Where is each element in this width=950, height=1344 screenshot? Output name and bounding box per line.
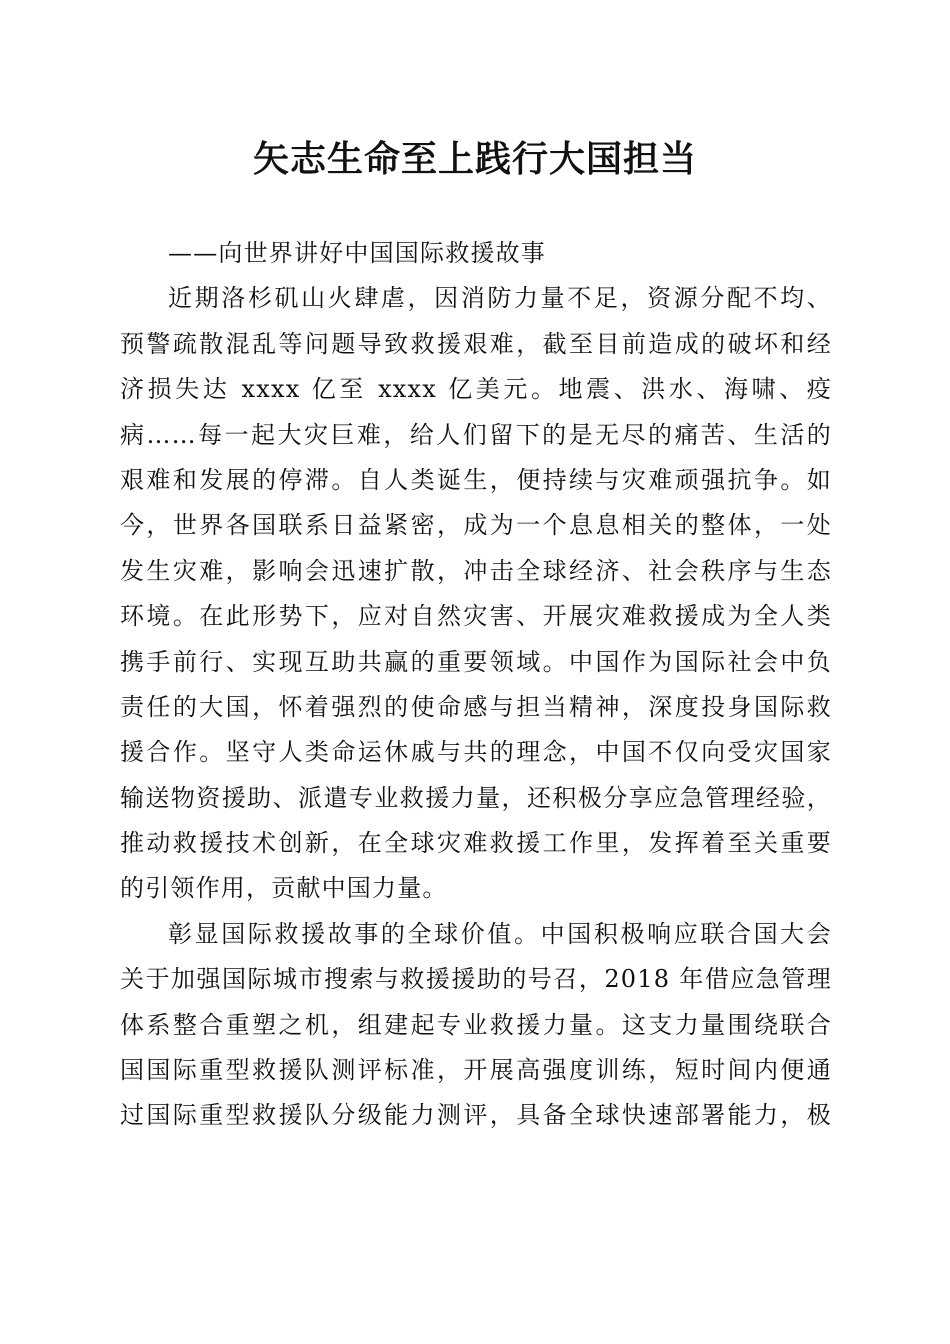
paragraph-line: 推动救援技术创新，在全球灾难救援工作里，发挥着至关重要 xyxy=(120,829,832,858)
paragraph-line: 过国际重型救援队分级能力测评，具备全球快速部署能力，极 xyxy=(120,1101,832,1130)
paragraph-line: 援合作。坚守人类命运休戚与共的理念，中国不仅向受灾国家 xyxy=(120,738,832,767)
paragraph-line: 输送物资援助、派遣专业救援力量，还积极分享应急管理经验， xyxy=(120,783,832,812)
paragraph-line: 近期洛杉矶山火肆虐，因消防力量不足，资源分配不均、 xyxy=(168,284,832,313)
document-title: 矢志生命至上践行大国担当 xyxy=(252,138,697,180)
paragraph-line: 关于加强国际城市搜索与救援援助的号召，2018 年借应急管理 xyxy=(120,965,832,994)
paragraph-line: 发生灾难，影响会迅速扩散，冲击全球经济、社会秩序与生态 xyxy=(120,556,832,585)
paragraph-line: 济损失达 xxxx 亿至 xxxx 亿美元。地震、洪水、海啸、疫 xyxy=(120,375,832,404)
document-body xyxy=(120,231,832,1139)
paragraph-line: 体系整合重塑之机，组建起专业救援力量。这支力量围绕联合 xyxy=(120,1010,832,1039)
paragraph-line: 环境。在此形势下，应对自然灾害、开展灾难救援成为全人类 xyxy=(120,602,832,631)
paragraph-line: 病……每一起大灾巨难，给人们留下的是无尽的痛苦、生活的 xyxy=(120,420,832,449)
paragraph-line: 今，世界各国联系日益紧密，成为一个息息相关的整体，一处 xyxy=(120,511,832,540)
paragraph-1 xyxy=(120,276,832,911)
paragraph-line: 责任的大国，怀着强烈的使命感与担当精神，深度投身国际救 xyxy=(120,692,832,721)
document-subtitle: ——向世界讲好中国国际救援故事 xyxy=(168,239,546,267)
paragraph-line: 彰显国际救援故事的全球价值。中国积极响应联合国大会 xyxy=(168,919,832,948)
paragraph-2 xyxy=(120,912,832,1139)
paragraph-line: 艰难和发展的停滞。自人类诞生，便持续与灾难顽强抗争。如 xyxy=(120,465,832,494)
paragraph-line: 预警疏散混乱等问题导致救援艰难，截至目前造成的破坏和经 xyxy=(120,329,832,358)
paragraph-line: 的引领作用，贡献中国力量。 xyxy=(120,874,448,903)
paragraph-line: 携手前行、实现互助共赢的重要领域。中国作为国际社会中负 xyxy=(120,647,832,676)
paragraph-line: 国国际重型救援队测评标准，开展高强度训练，短时间内便通 xyxy=(120,1056,832,1085)
